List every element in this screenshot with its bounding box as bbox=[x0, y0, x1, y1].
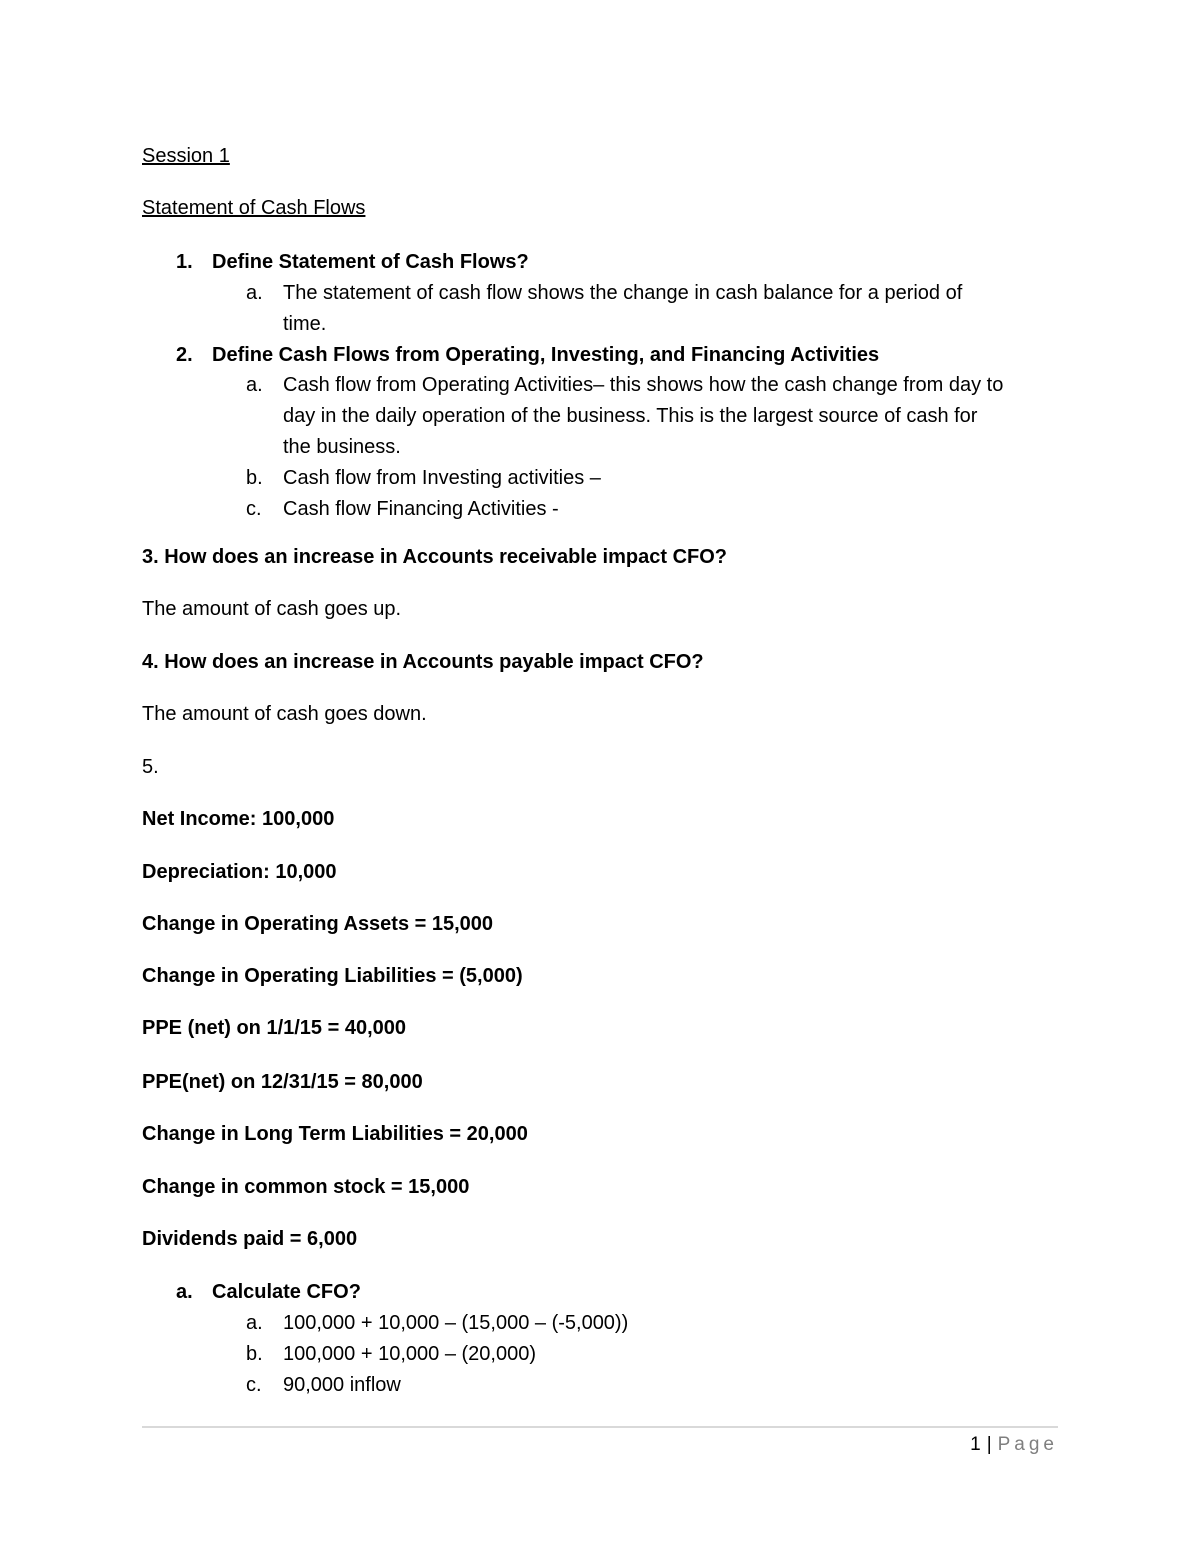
question-4: 4. How does an increase in Accounts payable impact CFO? bbox=[142, 651, 704, 673]
answer-marker: a. bbox=[246, 282, 263, 304]
answer-text: day in the daily operation of the business. This is the largest source of cash for bbox=[283, 405, 978, 427]
footer-divider bbox=[142, 1426, 1058, 1428]
step-text: 100,000 + 10,000 – (15,000 – (-5,000)) bbox=[283, 1312, 629, 1334]
answer-marker: b. bbox=[246, 467, 263, 489]
q5-part-a-text: Calculate CFO? bbox=[212, 1281, 361, 1303]
q5-item: PPE(net) on 12/31/15 = 80,000 bbox=[142, 1071, 423, 1093]
q5-item: Dividends paid = 6,000 bbox=[142, 1228, 358, 1250]
question-1-number: 1. bbox=[176, 251, 193, 273]
q5-part-a-marker: a. bbox=[176, 1281, 193, 1303]
step-text: 90,000 inflow bbox=[283, 1374, 401, 1396]
q5-item: Change in Operating Assets = 15,000 bbox=[142, 913, 494, 935]
q5-item: Change in common stock = 15,000 bbox=[142, 1176, 470, 1198]
answer-text: Cash flow from Investing activities – bbox=[283, 467, 601, 489]
answer-text: The statement of cash flow shows the change in cash balance for a period of bbox=[283, 282, 963, 304]
question-1-text: Define Statement of Cash Flows? bbox=[212, 251, 529, 273]
answer-marker: a. bbox=[246, 374, 263, 396]
section-title: Statement of Cash Flows bbox=[142, 197, 366, 219]
step-text: 100,000 + 10,000 – (20,000) bbox=[283, 1343, 536, 1365]
q5-item: Change in Operating Liabilities = (5,000) bbox=[142, 965, 523, 987]
answer-text: Cash flow Financing Activities - bbox=[283, 498, 559, 520]
q5-item: PPE (net) on 1/1/15 = 40,000 bbox=[142, 1017, 407, 1039]
page-footer bbox=[970, 1434, 1058, 1456]
question-2-text: Define Cash Flows from Operating, Investing, and Financing Activities bbox=[212, 344, 880, 366]
q5-item: Net Income: 100,000 bbox=[142, 808, 335, 830]
session-title: Session 1 bbox=[142, 145, 230, 167]
page-label: Page bbox=[997, 1434, 1058, 1455]
question-3-answer: The amount of cash goes up. bbox=[142, 598, 402, 620]
step-marker: b. bbox=[246, 1343, 263, 1365]
q5-item: Depreciation: 10,000 bbox=[142, 861, 337, 883]
page-number: 1 bbox=[970, 1434, 981, 1455]
q5-item: Change in Long Term Liabilities = 20,000 bbox=[142, 1123, 528, 1145]
question-2-number: 2. bbox=[176, 344, 193, 366]
answer-text: the business. bbox=[283, 436, 401, 458]
question-4-answer: The amount of cash goes down. bbox=[142, 703, 427, 725]
question-5-number: 5. bbox=[142, 756, 159, 778]
answer-text: Cash flow from Operating Activities– this shows how the cash change from day to bbox=[283, 374, 1004, 396]
question-3: 3. How does an increase in Accounts receivable impact CFO? bbox=[142, 546, 727, 568]
step-marker: a. bbox=[246, 1312, 263, 1334]
step-marker: c. bbox=[246, 1374, 262, 1396]
answer-text: time. bbox=[283, 313, 327, 335]
answer-marker: c. bbox=[246, 498, 262, 520]
footer-separator: | bbox=[986, 1434, 992, 1455]
